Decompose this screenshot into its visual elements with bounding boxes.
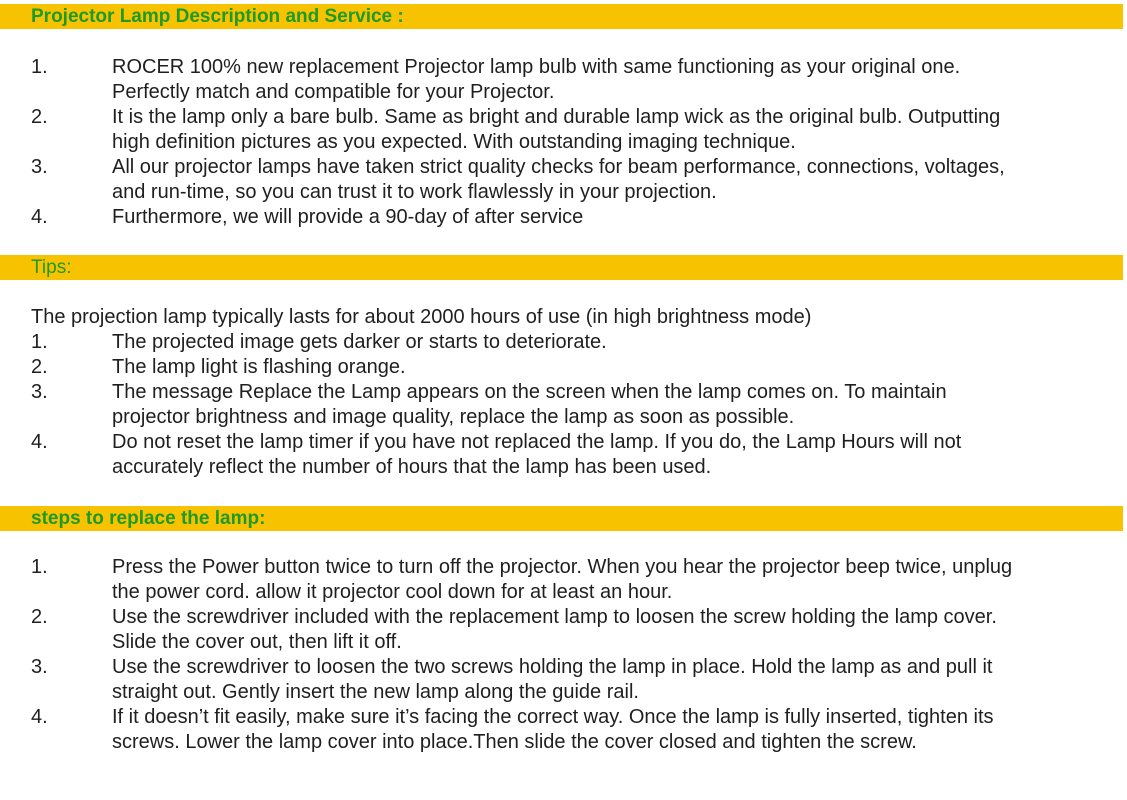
list-item bbox=[0, 355, 1127, 380]
list-item bbox=[0, 430, 1127, 480]
item-text-line: Perfectly match and compatible for your Projector. bbox=[112, 81, 555, 103]
item-text-line: accurately reflect the number of hours that the lamp has been used. bbox=[112, 456, 712, 478]
item-number: 3. bbox=[31, 656, 48, 678]
item-number: 1. bbox=[31, 331, 48, 353]
item-text-line: Slide the cover out, then lift it off. bbox=[112, 631, 402, 653]
item-number: 3. bbox=[31, 156, 48, 178]
list-item bbox=[0, 105, 1127, 155]
section-header-band bbox=[0, 506, 1123, 531]
item-number: 2. bbox=[31, 356, 48, 378]
item-text-line: It is the lamp only a bare bulb. Same as bright and durable lamp wick as the original bulb. Outputting bbox=[112, 106, 1001, 128]
item-text-line: high definition pictures as you expected. With outstanding imaging technique. bbox=[112, 131, 796, 153]
item-number: 1. bbox=[31, 56, 48, 78]
item-number: 4. bbox=[31, 706, 48, 728]
item-text-line: Use the screwdriver included with the replacement lamp to loosen the screw holding the lamp cover. bbox=[112, 606, 997, 628]
tips-intro: The projection lamp typically lasts for about 2000 hours of use (in high brightness mode) bbox=[31, 306, 812, 328]
steps-list bbox=[0, 555, 1127, 755]
item-text-line: Press the Power button twice to turn off the projector. When you hear the projector beep twice, unplug bbox=[112, 556, 1013, 578]
description-list bbox=[0, 55, 1127, 230]
item-text-line: The message Replace the Lamp appears on the screen when the lamp comes on. To maintain bbox=[112, 381, 947, 403]
item-text-line: The projected image gets darker or starts to deteriorate. bbox=[112, 331, 607, 353]
item-text-line: Do not reset the lamp timer if you have not replaced the lamp. If you do, the Lamp Hours will not bbox=[112, 431, 962, 453]
list-item bbox=[0, 655, 1127, 705]
list-item bbox=[0, 380, 1127, 430]
item-number: 3. bbox=[31, 381, 48, 403]
item-text-line: straight out. Gently insert the new lamp along the guide rail. bbox=[112, 681, 639, 703]
item-text-line: screws. Lower the lamp cover into place.Then slide the cover closed and tighten the screw. bbox=[112, 731, 917, 753]
section-title-tips: Tips: bbox=[31, 257, 72, 278]
item-text-line: All our projector lamps have taken strict quality checks for beam performance, connections, voltages, bbox=[112, 156, 1005, 178]
item-number: 2. bbox=[31, 106, 48, 128]
section-header-band bbox=[0, 4, 1123, 29]
item-text-line: Furthermore, we will provide a 90-day of after service bbox=[112, 206, 584, 228]
item-number: 4. bbox=[31, 206, 48, 228]
list-item bbox=[0, 605, 1127, 655]
item-text-line: ROCER 100% new replacement Projector lamp bulb with same functioning as your original one. bbox=[112, 56, 961, 78]
section-header-band bbox=[0, 255, 1123, 280]
item-text-line: the power cord. allow it projector cool down for at least an hour. bbox=[112, 581, 673, 603]
list-item bbox=[0, 55, 1127, 105]
section-title-steps: steps to replace the lamp: bbox=[31, 508, 266, 529]
item-number: 4. bbox=[31, 431, 48, 453]
list-item bbox=[0, 155, 1127, 205]
item-text-line: projector brightness and image quality, replace the lamp as soon as possible. bbox=[112, 406, 795, 428]
item-text-line: and run-time, so you can trust it to work flawlessly in your projection. bbox=[112, 181, 717, 203]
list-item bbox=[0, 705, 1127, 755]
item-number: 1. bbox=[31, 556, 48, 578]
tips-list bbox=[0, 305, 1127, 480]
item-text-line: If it doesn’t fit easily, make sure it’s facing the correct way. Once the lamp is fully inserted, tighten its bbox=[112, 706, 994, 728]
list-item bbox=[0, 555, 1127, 605]
list-item bbox=[0, 330, 1127, 355]
section-title-description: Projector Lamp Description and Service : bbox=[31, 6, 404, 27]
item-text-line: Use the screwdriver to loosen the two screws holding the lamp in place. Hold the lamp as and pull it bbox=[112, 656, 993, 678]
list-item bbox=[0, 205, 1127, 230]
item-number: 2. bbox=[31, 606, 48, 628]
item-text-line: The lamp light is flashing orange. bbox=[112, 356, 406, 378]
